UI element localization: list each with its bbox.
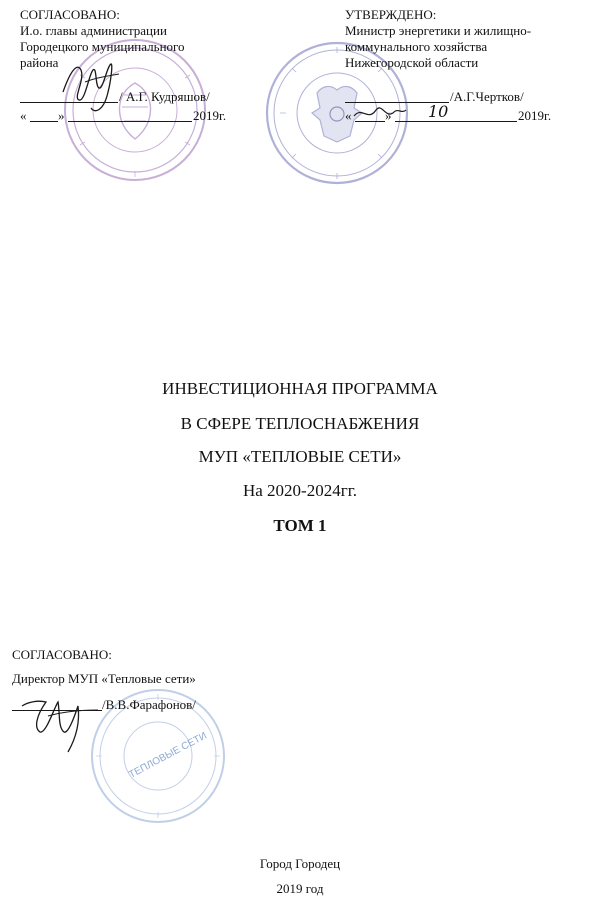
left-date-close-quote: » xyxy=(58,108,65,123)
right-date-close-quote: » xyxy=(385,108,392,123)
bottom-signer-name: /В.В.Фарафонов/ xyxy=(102,697,196,712)
left-date-day-underline xyxy=(30,121,58,122)
left-approval-line-2: Городецкого муниципального xyxy=(20,39,185,54)
left-date-open-quote: « xyxy=(20,108,27,123)
right-signer-name: /А.Г.Чертков/ xyxy=(450,89,524,104)
volume-label: ТОМ 1 xyxy=(273,516,327,535)
bottom-approval-header: СОГЛАСОВАНО: xyxy=(12,647,112,662)
bottom-handwritten-signature xyxy=(18,688,110,758)
footer-year: 2019 год xyxy=(276,881,324,896)
right-date-month-underline xyxy=(395,121,517,122)
bottom-seal-text: ТЕПЛОВЫЕ СЕТИ xyxy=(127,730,209,781)
right-approval-line-2: коммунального хозяйства xyxy=(345,39,488,54)
left-date-month-underline xyxy=(68,121,192,122)
left-approval-header: СОГЛАСОВАНО: xyxy=(20,7,120,22)
right-approval-line-1: Министр энергетики и жилищно- xyxy=(345,23,532,38)
right-date-handwritten-month: 10 xyxy=(428,102,449,121)
left-handwritten-signature xyxy=(55,52,135,120)
right-date-open-quote: « xyxy=(345,108,352,123)
footer-city: Город Городец xyxy=(259,856,341,871)
title-line-2: В СФЕРЕ ТЕПЛОСНАБЖЕНИЯ xyxy=(180,414,420,433)
title-line-1: ИНВЕСТИЦИОННАЯ ПРОГРАММА xyxy=(162,379,438,398)
right-approval-line-3: Нижегородской области xyxy=(345,55,479,70)
right-approval-header: УТВЕРЖДЕНО: xyxy=(345,7,437,22)
title-period: На 2020-2024гг. xyxy=(242,481,357,500)
bottom-approval-line-1: Директор МУП «Тепловые сети» xyxy=(12,671,196,686)
left-approval-line-3: района xyxy=(20,55,59,70)
left-date-year: 2019г. xyxy=(193,108,227,123)
right-date-year: 2019г. xyxy=(518,108,552,123)
right-handwritten-signature xyxy=(350,98,410,128)
left-approval-line-1: И.о. главы администрации xyxy=(20,23,167,38)
title-line-3: МУП «ТЕПЛОВЫЕ СЕТИ» xyxy=(198,447,402,466)
left-signer-name: / А.Г. Кудряшов/ xyxy=(119,89,210,104)
